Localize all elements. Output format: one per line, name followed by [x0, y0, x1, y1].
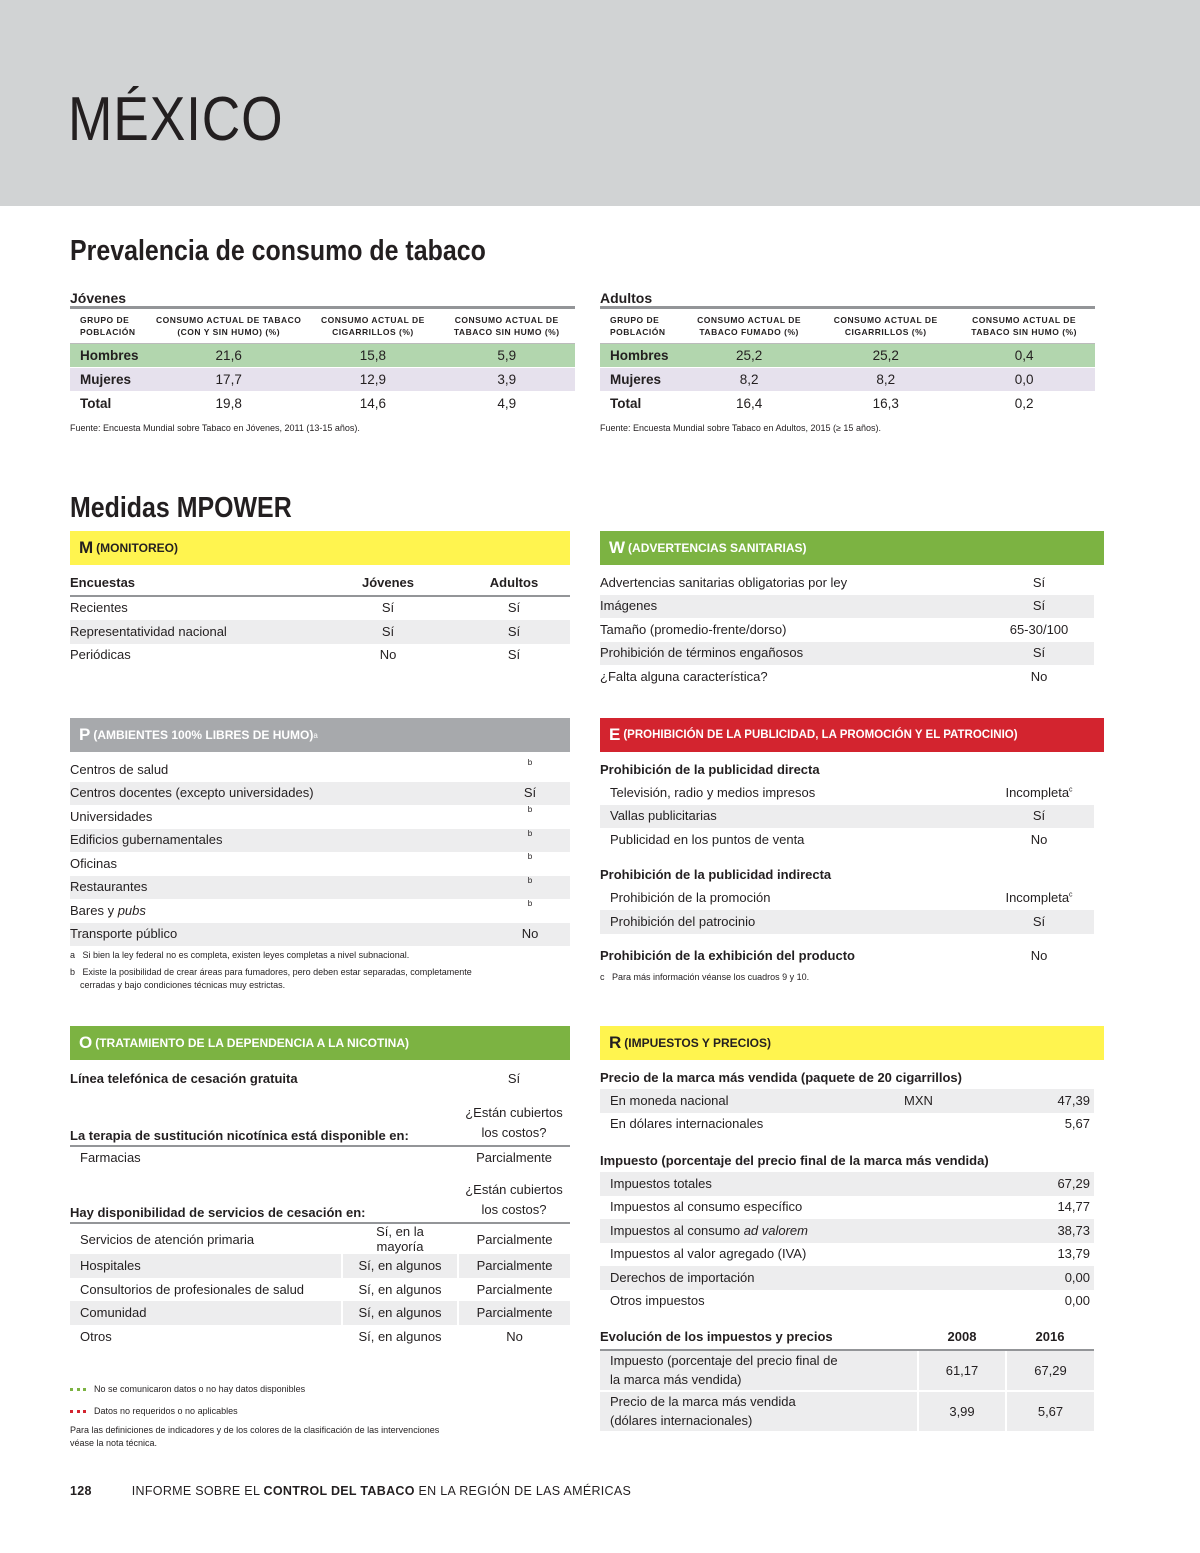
col-header: CONSUMO ACTUAL DE TABACO SIN HUMO (%) [438, 309, 575, 343]
evolution-header: Evolución de los impuestos y precios 2008 2016 [600, 1328, 1065, 1344]
table-row: Farmacias Parcialmente [80, 1150, 552, 1166]
m-header-row: Encuestas Jóvenes Adultos [70, 574, 539, 590]
table-row: Universidades b [70, 805, 533, 824]
table-row: Mujeres 17,7 12,9 3,9 [70, 367, 575, 391]
section-p [70, 718, 570, 992]
table-row: Advertencias sanitarias obligatorias por ley Sí [600, 574, 1046, 590]
legend [70, 1378, 570, 1422]
col-header: CONSUMO ACTUAL DE TABACO SIN HUMO (%) [953, 309, 1095, 343]
evolution-table [600, 1351, 1094, 1431]
r-band: R (IMPUESTOS Y PRECIOS) [600, 1026, 1104, 1060]
services-table [70, 1224, 570, 1348]
table-row: Impuestos al consumo ad valorem 38,73 [600, 1219, 1094, 1243]
table-row: Centros docentes (excepto universidades) Sí [70, 782, 570, 806]
quitline-row: Línea telefónica de cesación gratuita Sí [70, 1070, 521, 1086]
table-row: Restaurantes b [70, 876, 570, 900]
w-band: W (ADVERTENCIAS SANITARIAS) [600, 531, 1104, 565]
e-band: E (PROHIBICIÓN DE LA PUBLICIDAD, LA PROMOCIÓN Y EL PATROCINIO) [600, 718, 1104, 752]
table-row: Centros de salud b [70, 758, 533, 777]
table-row: Precio de la marca más vendida (dólares internacionales) 3,99 5,67 [600, 1391, 1094, 1431]
table-row: Comunidad Sí, en algunos Parcialmente [70, 1301, 570, 1325]
table-row: Publicidad en los puntos de venta No [610, 831, 1048, 847]
country-title: MÉXICO [68, 85, 284, 154]
r-rows [600, 1065, 1094, 1431]
nrt-heading: La terapia de sustitución nicotínica está disponible en: ¿Están cubiertos los costos? [70, 1104, 563, 1143]
table-row: Periódicas No Sí [70, 647, 521, 663]
table-row: Prohibición de términos engañosos Sí [600, 642, 1094, 666]
footnote-b: b Existe la posibilidad de crear áreas para fumadores, pero deben estar separadas, completamente cerradas y bajo condiciones técnicas muy estrictas. [70, 967, 472, 990]
section-r [600, 1026, 1104, 1431]
table-row: Bares y pubs b [70, 899, 533, 918]
table-row: Hombres 21,6 15,8 5,9 [70, 343, 575, 367]
p-band: P (AMBIENTES 100% LIBRES DE HUMO) a [70, 718, 570, 752]
table-row: Tamaño (promedio-frente/dorso) 65-30/100 [600, 621, 1069, 637]
table-row: ¿Falta alguna característica? No [600, 668, 1048, 684]
table-row: Servicios de atención primaria Sí, en la mayoría Parcialmente [70, 1224, 570, 1254]
direct-heading: Prohibición de la publicidad directa [600, 761, 820, 777]
page-number: 128 [70, 1484, 92, 1498]
table-row: Impuestos al consumo específico 14,77 [610, 1199, 1090, 1215]
footer-text-bold: CONTROL DEL TABACO [263, 1484, 415, 1498]
o-band: O (TRATAMIENTO DE LA DEPENDENCIA A LA NICOTINA) [70, 1026, 570, 1060]
table-row: Televisión, radio y medios impresos Incompleta$^c$ [610, 784, 1073, 800]
table-row: Consultorios de profesionales de salud Sí, en algunos Parcialmente [70, 1278, 570, 1302]
table-row: Prohibición de la promoción Incompleta$^c$ [610, 890, 1073, 906]
table-row: Recientes Sí Sí [70, 600, 521, 616]
mpower-title: Medidas MPOWER [70, 492, 292, 524]
col-header: CONSUMO ACTUAL DE TABACO FUMADO (%) [680, 309, 818, 343]
youth-source: Fuente: Encuesta Mundial sobre Tabaco en Jóvenes, 2011 (13-15 años). [70, 422, 360, 433]
col-header: GRUPO DE POBLACIÓN [70, 309, 150, 343]
red-dots-icon [70, 1410, 86, 1413]
col-header: CONSUMO ACTUAL DE CIGARRILLOS (%) [818, 309, 953, 343]
tax-heading: Impuesto (porcentaje del precio final de la marca más vendida) [600, 1152, 989, 1168]
footnote-a: a Si bien la ley federal no es completa, existen leyes completas a nivel subnacional. [70, 950, 410, 960]
youth-table [70, 309, 575, 416]
table-row: En dólares internacionales 5,67 [610, 1116, 1090, 1132]
indirect-heading: Prohibición de la publicidad indirecta [600, 867, 832, 882]
table-row: Impuestos al valor agregado (IVA) 13,79 [610, 1246, 1090, 1262]
section-e [600, 718, 1104, 984]
table-row: En moneda nacional MXN 47,39 [600, 1089, 1094, 1113]
adult-prevalence [600, 290, 1095, 435]
footer-text: EN LA REGIÓN DE LAS AMÉRICAS [414, 1484, 632, 1498]
table-row: Total 16,4 16,3 0,2 [600, 391, 1095, 415]
table-row: Vallas publicitarias Sí [600, 805, 1094, 829]
services-heading: Hay disponibilidad de servicios de cesación en: ¿Están cubiertos los costos? [70, 1182, 563, 1220]
page-footer [70, 1484, 631, 1498]
adult-table [600, 309, 1095, 416]
section-m [70, 531, 570, 667]
table-row: Derechos de importación 0,00 [600, 1266, 1094, 1290]
prevalence-title: Prevalencia de consumo de tabaco [70, 235, 486, 267]
technical-note: Para las definiciones de indicadores y de los colores de la clasificación de las intervenciones véase la nota técnica. [70, 1425, 440, 1448]
adult-source: Fuente: Encuesta Mundial sobre Tabaco en Adultos, 2015 (≥ 15 años). [600, 422, 881, 433]
e-rows [600, 757, 1094, 984]
footer-text: INFORME SOBRE EL [131, 1484, 264, 1498]
price-heading: Precio de la marca más vendida (paquete de 20 cigarrillos) [600, 1069, 962, 1085]
table-row: Otros impuestos 0,00 [610, 1293, 1090, 1309]
legend-not-required: Datos no requeridos o no aplicables [70, 1400, 570, 1422]
table-row: Total 19,8 14,6 4,9 [70, 391, 575, 415]
col-header: CONSUMO ACTUAL DE TABACO (CON Y SIN HUMO) (%) [150, 309, 307, 343]
col-header: CONSUMO ACTUAL DE CIGARRILLOS (%) [307, 309, 438, 343]
col-header: GRUPO DE POBLACIÓN [600, 309, 680, 343]
p-rows [70, 758, 570, 946]
table-row: Hospitales Sí, en algunos Parcialmente [70, 1254, 570, 1278]
table-row: Mujeres 8,2 8,2 0,0 [600, 367, 1095, 391]
section-o [70, 1026, 570, 1450]
table-row: Transporte público No [70, 923, 570, 947]
table-row: Imágenes Sí [600, 595, 1094, 619]
legend-no-data: No se comunicaron datos o no hay datos disponibles [70, 1378, 570, 1400]
adult-label: Adultos [600, 290, 653, 306]
table-row: Oficinas b [70, 852, 533, 871]
table-row: Edificios gubernamentales b [70, 829, 570, 853]
table-row: Impuestos totales 67,29 [600, 1172, 1094, 1196]
section-w [600, 531, 1104, 689]
m-band: M (MONITOREO) [70, 531, 570, 565]
youth-label: Jóvenes [70, 290, 127, 306]
table-row: Representatividad nacional Sí Sí [70, 620, 570, 644]
table-row: Hombres 25,2 25,2 0,4 [600, 343, 1095, 367]
youth-prevalence [70, 290, 575, 435]
w-rows [600, 571, 1094, 689]
table-row: Impuesto (porcentaje del precio final de la marca más vendida) 61,17 67,29 [600, 1351, 1094, 1391]
green-dots-icon [70, 1388, 86, 1391]
table-row: Prohibición del patrocinio Sí [600, 910, 1094, 934]
display-row: Prohibición de la exhibición del producto No [600, 948, 1048, 964]
table-row: Otros Sí, en algunos No [70, 1325, 570, 1349]
footnote-c: c Para más información véanse los cuadros 9 y 10. [600, 972, 810, 982]
